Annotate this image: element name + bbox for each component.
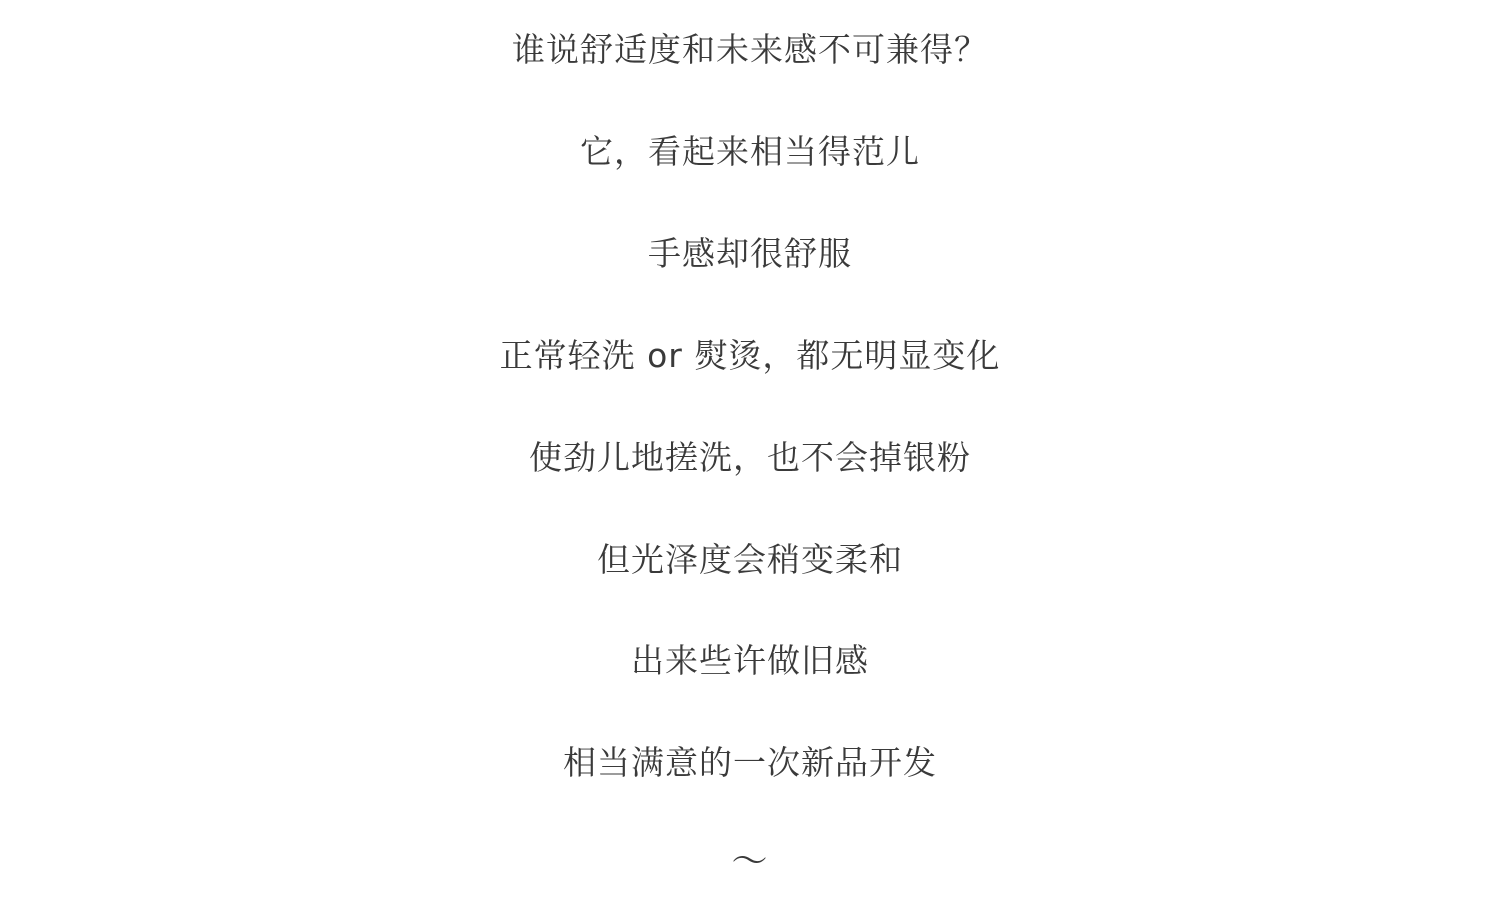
text-line: 但光泽度会稍变柔和 — [597, 540, 903, 579]
text-line: 手感却很舒服 — [648, 234, 852, 273]
text-line: 出来些许做旧感 — [631, 641, 869, 680]
text-line: 使劲儿地搓洗，也不会掉银粉 — [529, 438, 971, 477]
text-line: 它，看起来相当得范儿 — [580, 132, 920, 171]
text-line: 谁说舒适度和未来感不可兼得？ — [512, 30, 988, 69]
tilde-divider: ～ — [731, 841, 769, 882]
text-line: 正常轻洗 or 熨烫，都无明显变化 — [499, 336, 1001, 375]
text-line: 相当满意的一次新品开发 — [563, 743, 937, 782]
